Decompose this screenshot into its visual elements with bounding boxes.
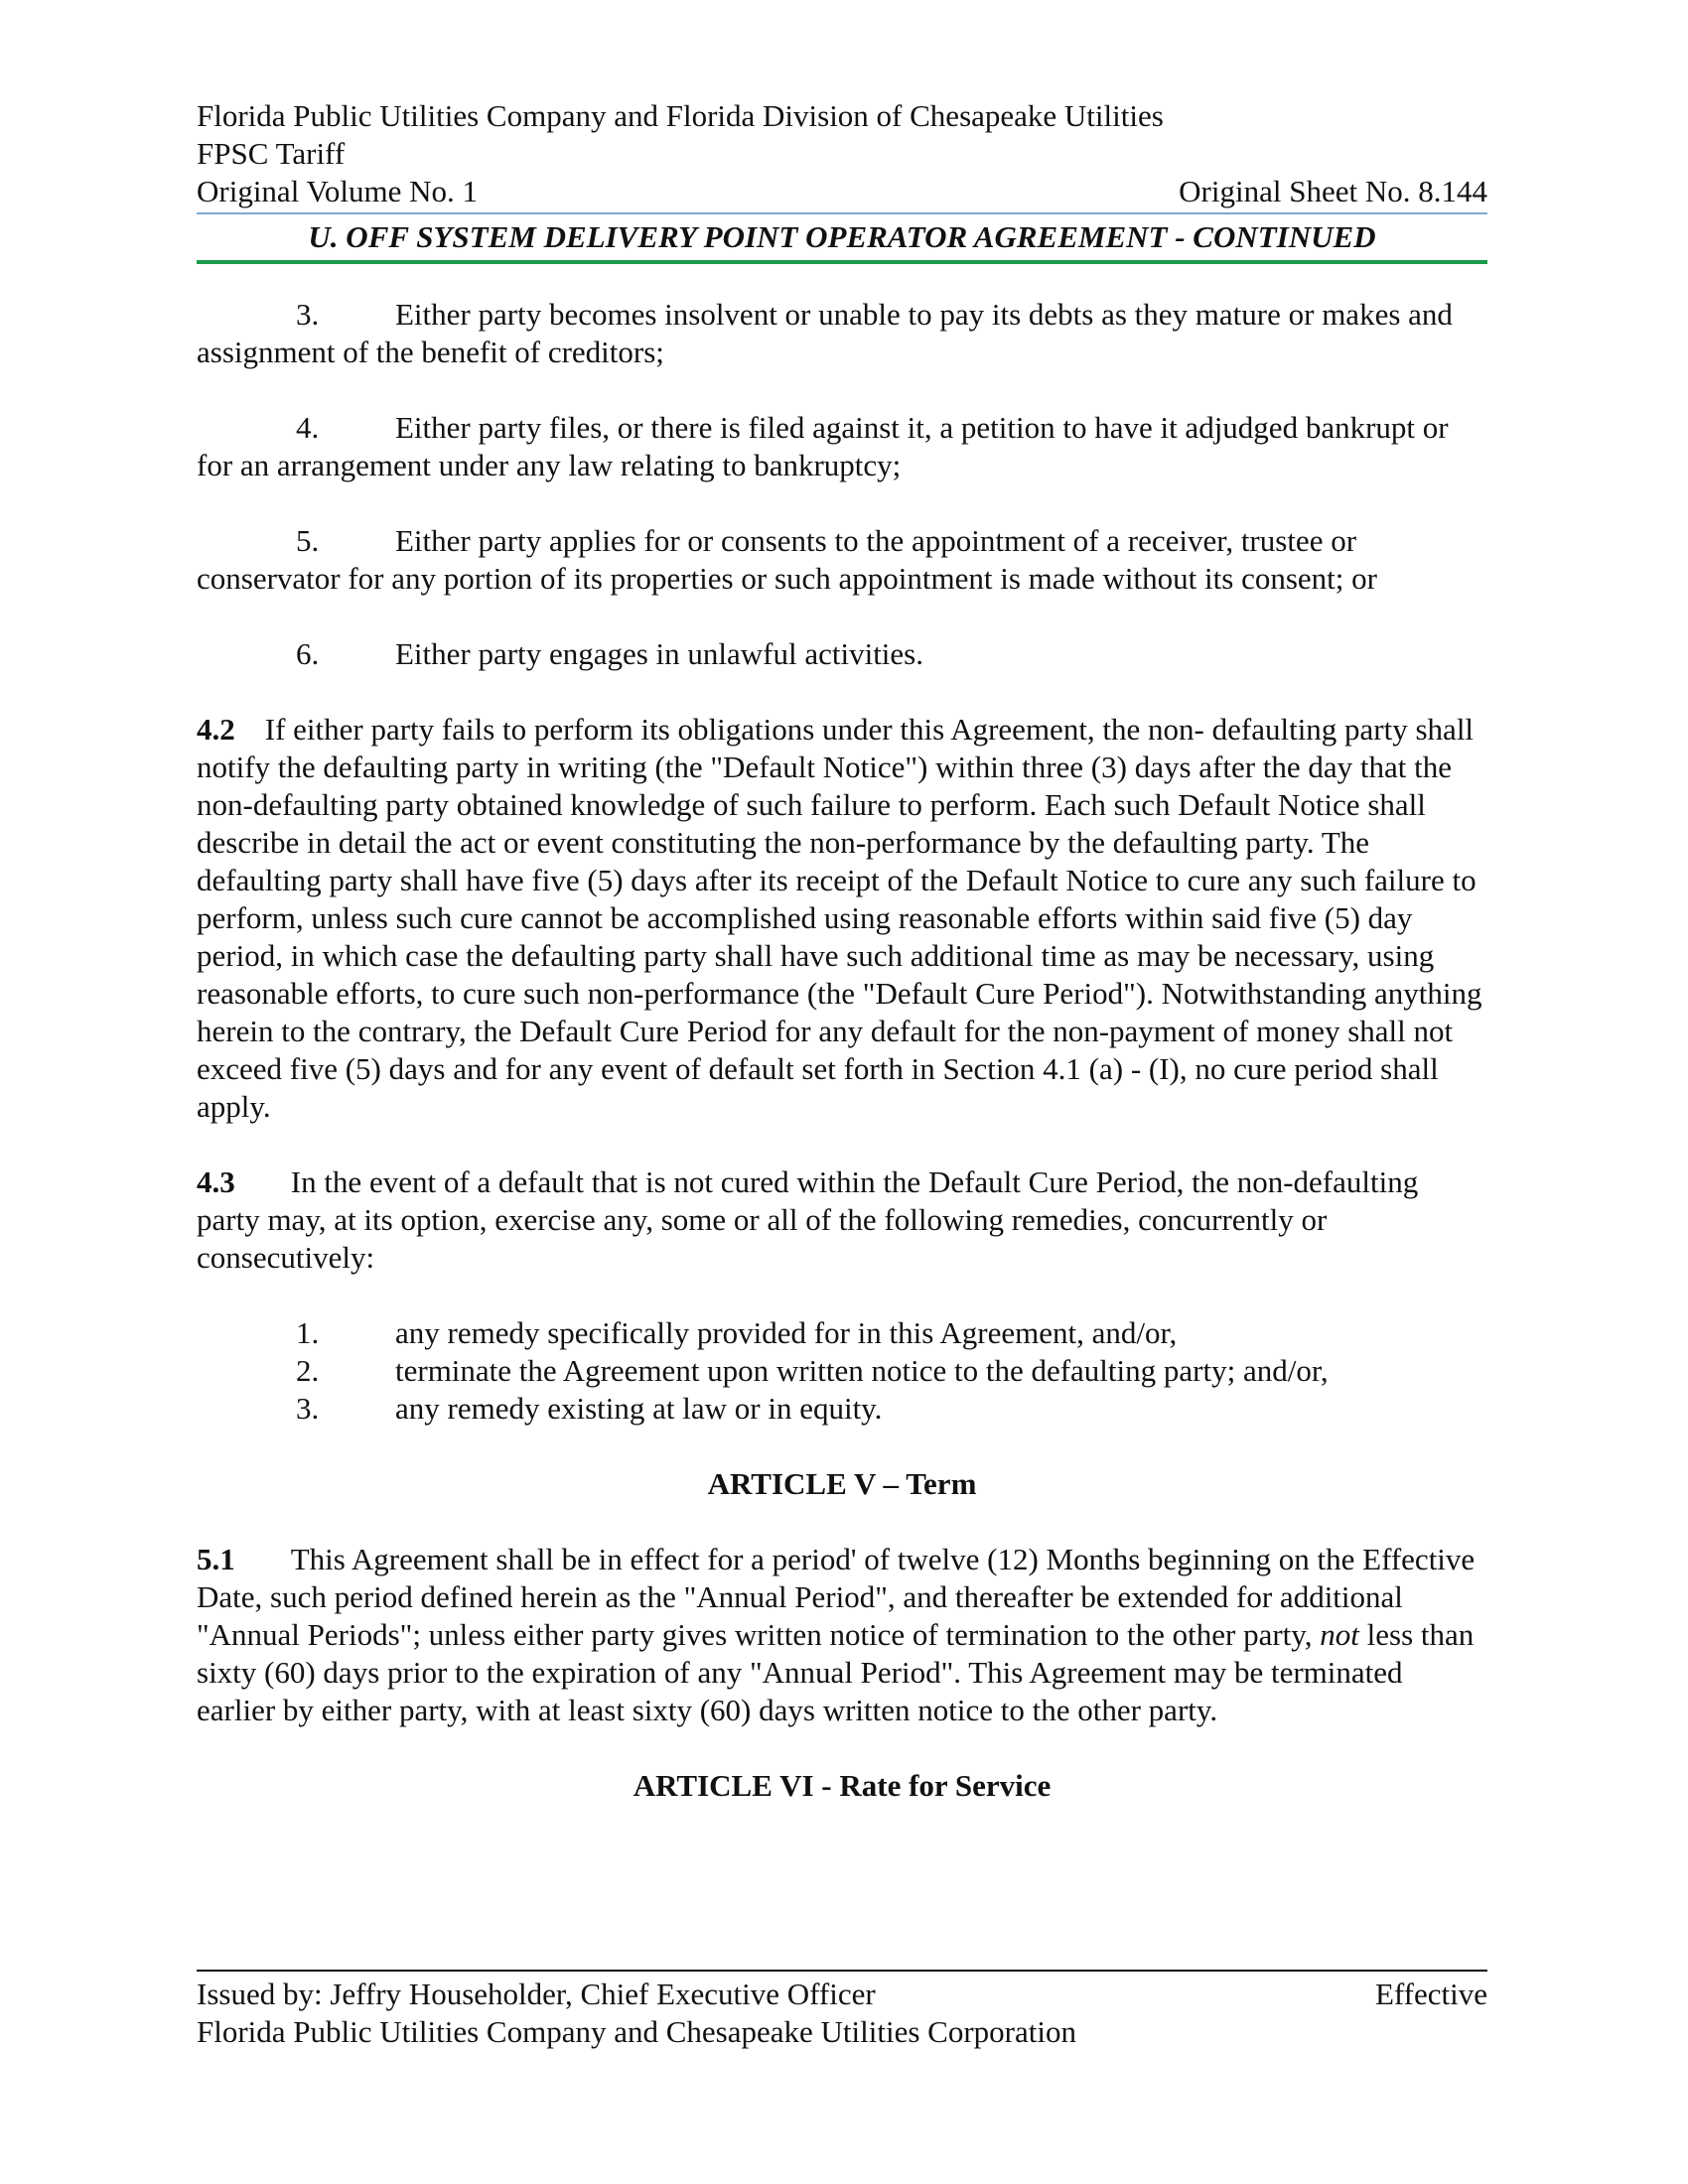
page [197, 97, 1487, 1843]
footer-issued-line [197, 1976, 1487, 2013]
item-number: 5. [296, 523, 320, 558]
section-text-a: This Agreement shall be in effect for a period' of twelve (12) Months beginning on the Effective Date, such period defined herein as the "Annual Period", and thereafter be extended for additional "Annual Periods"; unless either party gives written notice of termination to the other party, [197, 1542, 1476, 1652]
header-sheet: Original Sheet No. 8.144 [1179, 174, 1487, 208]
list-number: 1. [296, 1315, 320, 1350]
item-text: Either party engages in unlawful activities. [395, 636, 923, 671]
section-label: 4.2 [197, 712, 235, 747]
default-item-6 [197, 635, 1487, 673]
default-item-3 [197, 296, 1487, 371]
section-label: 4.3 [197, 1164, 235, 1199]
list-item [197, 1314, 1487, 1352]
header-rule [197, 212, 1487, 214]
default-item-5 [197, 522, 1487, 598]
default-item-4 [197, 409, 1487, 484]
item-text: Either party applies for or consents to the appointment of a receiver, trustee or conservator for any portion of its properties or such appointment is made without its consent; or [197, 523, 1377, 596]
list-text: terminate the Agreement upon written notice to the defaulting party; and/or, [395, 1353, 1329, 1388]
emphasis-not: not [1320, 1617, 1359, 1652]
list-text: any remedy specifically provided for in this Agreement, and/or, [395, 1315, 1178, 1350]
header-volume: Original Volume No. 1 [197, 174, 479, 208]
list-item [197, 1390, 1487, 1428]
document-body [197, 296, 1487, 1805]
section-title: U. OFF SYSTEM DELIVERY POINT OPERATOR AGREEMENT - CONTINUED [308, 219, 1376, 254]
header-volume-line [197, 173, 1487, 210]
remedies-list [197, 1314, 1487, 1428]
item-number: 3. [296, 297, 320, 332]
section-label: 5.1 [197, 1542, 235, 1576]
list-number: 2. [296, 1353, 320, 1388]
item-text: Either party becomes insolvent or unable to pay its debts as they mature or makes and assignment of the benefit of creditors; [197, 297, 1453, 369]
header [197, 97, 1487, 264]
footer-effective: Effective [1374, 1977, 1487, 2011]
section-5-1 [197, 1541, 1487, 1729]
footer-issued-by: Issued by: Jeffry Householder, Chief Executive Officer [197, 1977, 876, 2011]
footer [197, 1970, 1487, 2051]
item-number: 6. [296, 636, 320, 671]
item-number: 4. [296, 410, 320, 445]
footer-company: Florida Public Utilities Company and Chesapeake Utilities Corporation [197, 2014, 1076, 2049]
section-4-3 [197, 1163, 1487, 1277]
section-4-2 [197, 711, 1487, 1126]
list-item [197, 1352, 1487, 1390]
section-text-b: less than sixty (60) days prior to the expiration of any "Annual Period". This Agreement may be terminated earlier by either party, with at least sixty (60) days written notice to the other party. [197, 1617, 1475, 1727]
list-text: any remedy existing at law or in equity. [395, 1391, 883, 1426]
section-title-rule [197, 260, 1487, 264]
header-company: Florida Public Utilities Company and Florida Division of Chesapeake Utilities [197, 98, 1164, 133]
section-text: If either party fails to perform its obligations under this Agreement, the non- defaulting party shall notify the defaulting party in writing (the "Default Notice") within three (3) days after the day that the non-defaulting party obtained knowledge of such failure to perform. Each such Default Notice shall describe in detail the act or event constituting the non-performance by the defaulting party. The defaulting party shall have five (5) days after its receipt of the Default Notice to cure any such failure to perform, unless such cure cannot be accomplished using reasonable efforts within said five (5) day period, in which case the defaulting party shall have such additional time as may be necessary, using reasonable efforts, to cure such non-performance (the "Default Cure Period"). Notwithstanding anything herein to the contrary, the Default Cure Period for any default for the non-payment of money shall not exceed five (5) days and for any event of default set forth in Section 4.1 (a) - (I), no cure period shall apply. [197, 712, 1482, 1124]
item-text: Either party files, or there is filed against it, a petition to have it adjudged bankrupt or for an arrangement under any law relating to bankruptcy; [197, 410, 1449, 482]
list-number: 3. [296, 1391, 320, 1426]
footer-rule [197, 1970, 1487, 1972]
section-text: In the event of a default that is not cured within the Default Cure Period, the non-defaulting party may, at its option, exercise any, some or all of the following remedies, concurrently or consecutively: [197, 1164, 1419, 1275]
article-6-heading: ARTICLE VI - Rate for Service [633, 1768, 1052, 1803]
article-5-heading: ARTICLE V – Term [707, 1466, 977, 1501]
header-tariff: FPSC Tariff [197, 136, 346, 171]
